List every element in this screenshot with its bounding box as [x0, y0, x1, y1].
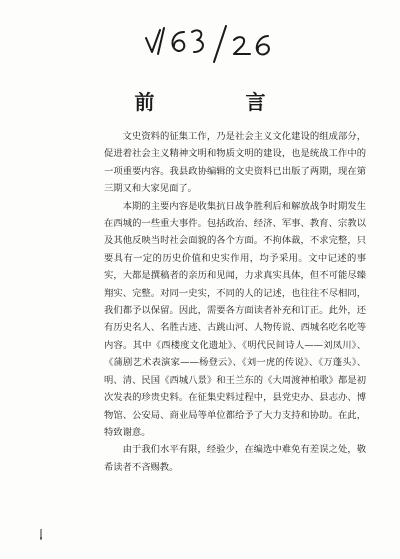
paragraph: 文史资料的征集工作，乃是社会主义文化建设的组成部分，促进着社会主义精神文明和物质文明的建设，也是统战工作中的一项重要内容。我县政协编辑的文史资料已出版了两期，现在第三期又和大家见面了。	[104, 131, 366, 195]
preface-body	[104, 128, 366, 476]
paragraph: 由于我们水平有限，经验少，在编选中难免有差误之处，敬希读者不吝赐教。	[104, 444, 366, 473]
paragraph: 本期的主要内容是收集抗日战争胜利后和解放战争时期发生在西城的一些重大事件。包括政治、经济、军事、教育、宗教以及其他反映当时社会面貌的各个方面。不拘体裁，不求完整，只要具有一定的历史价值和史实作用，均予采用。文中记述的事实，大都是撰稿者的亲历和见闻，力求真实具体，但不可能尽臻翔实、完整。对同一史实，不同的人的记述，也往往不尽相同，我们都予以保留。因此，需要各方面读者补充和订正。此外，还有历史名人、名胜古迹、古跳山河、人物传说、西城名吃名吃等内容。其中《西楼度文化遗址》、《明代民间诗人——刘凤川》、《蒲剧艺术表演家——杨登云》、《刘一虎的传说》、《万蓬头》、明、清、民国《西城八景》和王兰东的《大周渡神柏歌》都是初次发表的珍贵史料。在征集史料过程中，县党史办、县志办、博物馆、公安局、商业局等单位都给予了大力支持和协助。在此，特致谢意。	[104, 200, 366, 438]
handwritten-note-drawing	[140, 18, 280, 70]
page-title: 前 言	[134, 90, 308, 114]
handwritten-annotation	[140, 18, 280, 70]
margin-mark	[38, 528, 44, 542]
